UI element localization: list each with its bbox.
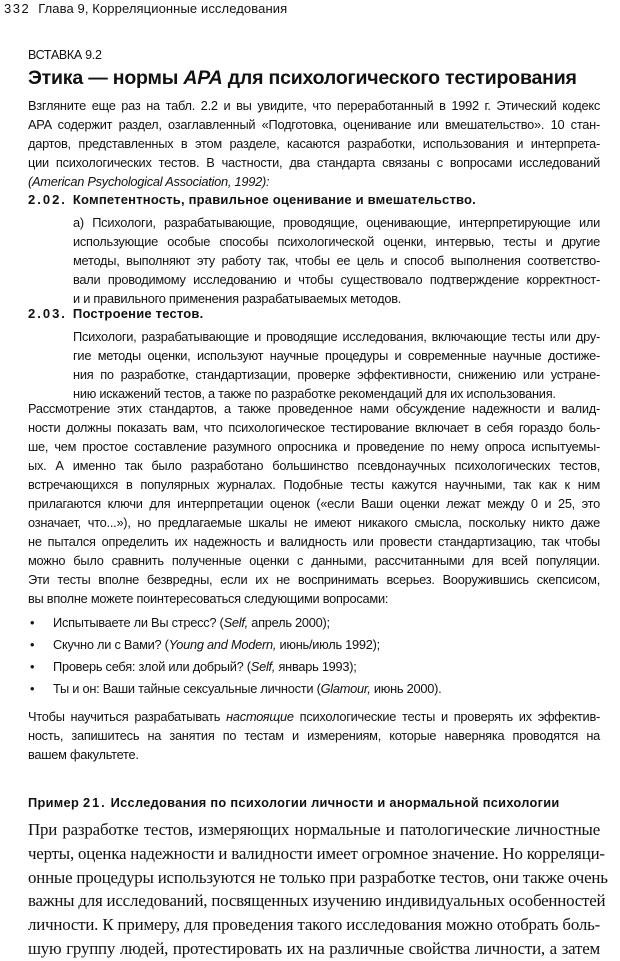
bullet-icon: • <box>30 637 35 652</box>
example-title: Исследования по психологии личности и анормальной психологии <box>110 795 560 810</box>
running-header <box>4 1 620 16</box>
intro-line: Взгляните еще раз на табл. 2.2 и вы увидите, что переработанный в 1992 г. Этический кодекс <box>28 98 600 113</box>
list-item: • Проверь себя: злой или добрый? (Self, январь 1993); <box>30 656 600 678</box>
example-label: Пример <box>28 795 80 810</box>
standard-code: 2.02. <box>28 192 67 207</box>
intro-line: дартов, представленных в этом разделе, касаются разработки, использования и интерпрета- <box>28 136 600 151</box>
discussion-paragraph: Рассмотрение этих стандартов, а также проведенное нами обсуждение надежности и валид- ности должны показать вам, что психологическое тестирование включает в себя гораздо боль- ше, чем простое составление разумного опросника и проведение по нему опроса испытуемы- ых. А именно так было разработано большинство псевдонаучных психологических тестов, встречающихся в популярных журналах. Подобные тесты кажутся научными, так как к ним прилагаются ключи для интерпретации оценок («если Ваши оценки лежат между 0 и 25, это означает, что...»), но предлагаемые шкалы не имеют никакого смысла, поскольку никто даже не пытался определить их надежность и валидность или провести стандартизацию, так чтобы можно было сравнить полученные оценки с данными, рассчитанными для всей популяции. Эти тесты вполне безвредны, если их не воспринимать всерьез. Вооружившись скепсисом, вы вполне можете поинтересоваться следующими вопросами: <box>28 401 600 606</box>
bullet-icon: • <box>30 681 35 696</box>
box-title: Этика — нормы APA для психологического тестирования <box>28 67 577 89</box>
list-item: • Ты и он: Ваши тайные сексуальные личности (Glamour, июнь 2000). <box>30 678 600 700</box>
standard-title: Компетентность, правильное оценивание и вмешательство. <box>72 192 476 207</box>
box-intro <box>28 96 600 191</box>
apa-abbrev: APA <box>183 67 223 89</box>
body-paragraph: При разработке тестов, измеряющих нормальные и патологические личностные черты, оценка надежности и валидности имеет огромное значение. Но корреляци- онные процедуры используются не только при разработке тестов, они также очень важны для исследований, посвященных изучению индивидуальных особенностей личности. К примеру, для проведения такого исследования можно отобрать боль- шую группу людей, протестировать их на различные свойства личности, а затем <box>28 820 608 958</box>
standard-text: а) Психологи, разрабатывающие, проводящие, оценивающие, интерпретирующие или использующие особые способы психологической оценки, интервью, тесты и другие методы, выполняют эту работу так, чтобы ее цель и способ выполнения соответство- вали проводимому исследованию и чтобы существовало подтверждение корректност- и и правильного применения разрабатываемых методов. <box>73 215 600 306</box>
list-item: • Испытываете ли Вы стресс? (Self, апрель 2000); <box>30 612 600 634</box>
intro-line: (American Psychological Association, 1992): <box>28 174 270 189</box>
standard-heading <box>28 192 620 207</box>
chapter-title: Глава 9, Корреляционные исследования <box>38 1 288 16</box>
bullet-icon: • <box>30 659 35 674</box>
list-item: • Скучно ли с Вами? (Young and Modern, июнь/июль 1992); <box>30 634 600 656</box>
intro-line: ции психологических тестов. В частности, два стандарта связаны с вопросами исследований <box>28 155 600 170</box>
bullet-list <box>30 612 600 700</box>
bullet-icon: • <box>30 615 35 630</box>
standard-text: Психологи, разрабатывающие и проводящие исследования, включающие тесты или дру- гие методы оценки, используют научные процедуры и современные научные достиже- ния по разработке, стандартизации, проверке эффективности, снижению или устране- нию искажений тестов, а также по разработке рекомендаций для их использования. <box>73 329 600 401</box>
intro-line: APA содержит раздел, озаглавленный «Подготовка, оценивание или вмешательство». 10 стан- <box>28 117 600 132</box>
standard-code: 2.03. <box>28 306 67 321</box>
example-heading <box>28 795 620 810</box>
page-number: 332 <box>4 1 31 16</box>
example-number: 21. <box>82 795 107 810</box>
standard-title: Построение тестов. <box>72 306 204 321</box>
closing-paragraph: Чтобы научиться разрабатывать настоящие психологические тесты и проверять их эффектив- ность, запишитесь на занятия по тестам и измерениям, которые наверняка проводятся на вашем факультете. <box>28 709 601 762</box>
standard-heading <box>28 306 620 321</box>
box-label: ВСТАВКА 9.2 <box>28 48 102 62</box>
